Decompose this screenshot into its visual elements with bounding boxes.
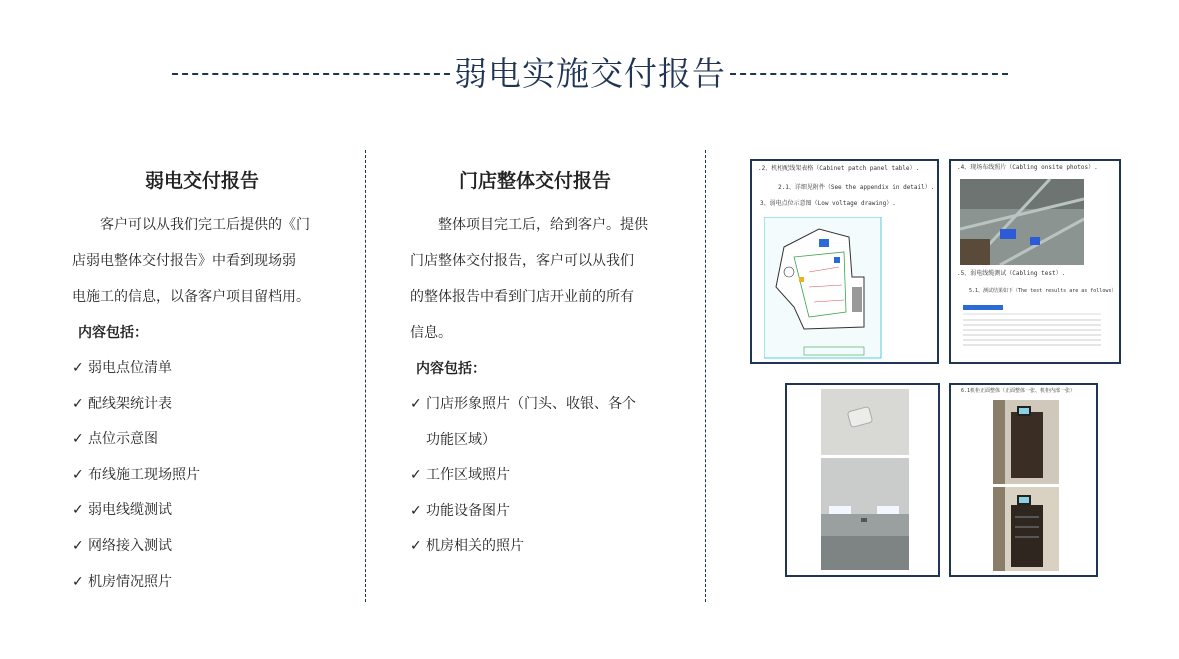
check-icon: ✓ xyxy=(72,573,84,590)
column-divider-2 xyxy=(705,150,706,602)
cabinet-front-photo xyxy=(993,400,1059,484)
description-line: 的整体报告中看到门店开业前的所有 xyxy=(410,289,634,305)
list-item-continuation xyxy=(410,423,660,459)
list-item-label: 配线架统计表 xyxy=(88,395,172,412)
list-item-label: 布线施工现场照片 xyxy=(88,466,200,483)
page-title: 弱电实施交付报告 xyxy=(454,53,726,93)
check-icon: ✓ xyxy=(72,431,84,448)
store-report-column xyxy=(410,166,660,565)
check-icon: ✓ xyxy=(72,360,84,376)
title-row xyxy=(172,46,1008,96)
check-icon: ✓ xyxy=(72,466,84,483)
list-item-label: 弱电线缆测试 xyxy=(88,502,172,519)
description xyxy=(410,207,660,351)
ceiling-lights-photo xyxy=(821,458,909,570)
list-item xyxy=(72,458,332,494)
report-thumbnail-server-room xyxy=(949,383,1098,577)
list-item xyxy=(410,529,660,565)
description-line: 店弱电整体交付报告》中看到现场弱 xyxy=(72,253,296,269)
weak-current-report-column xyxy=(72,166,332,600)
report-thumbnail-floorplan xyxy=(750,159,939,364)
list-item xyxy=(72,387,332,423)
title-dash-left xyxy=(172,73,450,75)
description-line: 电施工的信息，以备客户项目留档用。 xyxy=(72,289,310,305)
list-item xyxy=(72,529,332,565)
thumb-text: .4、现场布线照片（Cabling onsite photos）. xyxy=(957,164,1098,171)
thumb-text: .5、弱电线缆测试（Cabling test）. xyxy=(957,270,1066,277)
description xyxy=(72,207,332,315)
check-icon: ✓ xyxy=(72,502,84,519)
list-item-label: 弱电点位清单 xyxy=(88,360,172,376)
list-item xyxy=(72,565,332,601)
check-icon: ✓ xyxy=(410,538,422,555)
list-item-label: 功能设备图片 xyxy=(426,502,510,519)
list-item xyxy=(410,387,660,423)
thumb-text: 6.1机柜正面整体（正面整体一张、机柜内部一张） xyxy=(961,388,1076,394)
report-thumbnail-ceiling xyxy=(785,383,940,577)
cabling-photo xyxy=(960,179,1084,265)
content-list xyxy=(72,351,332,600)
check-icon: ✓ xyxy=(410,396,422,412)
list-item-label: 工作区域照片 xyxy=(426,467,510,484)
floor-plan-drawing xyxy=(764,217,882,359)
check-icon: ✓ xyxy=(72,395,84,412)
includes-label: 内容包括： xyxy=(78,325,148,341)
list-item xyxy=(410,494,660,530)
list-item xyxy=(72,422,332,458)
check-icon: ✓ xyxy=(410,502,422,519)
description-line: 整体项目完工后，给到客户。提供 xyxy=(438,217,648,233)
thumb-text: 2.1、详细见附件（See the appendix in detail）. xyxy=(778,184,935,191)
section-heading: 门店整体交付报告 xyxy=(458,170,611,192)
test-results-table xyxy=(963,305,1103,355)
ceiling-closeup-photo xyxy=(821,389,909,455)
title-dash-right xyxy=(730,73,1008,75)
column-divider-1 xyxy=(365,150,366,602)
report-thumbnail-cabling xyxy=(949,159,1121,364)
list-item-label: 机房情况照片 xyxy=(88,573,172,590)
list-item xyxy=(410,458,660,494)
description-line: 门店整体交付报告，客户可以从我们 xyxy=(410,253,634,269)
content-list xyxy=(410,387,660,565)
thumb-text: 5.1、测试结果如下（The test results are as follows） xyxy=(969,288,1117,294)
list-item xyxy=(72,351,332,387)
list-item-label: 机房相关的照片 xyxy=(426,538,524,555)
list-item-label: 门店形象照片（门头、收银、各个 xyxy=(426,396,636,412)
list-item xyxy=(72,493,332,529)
check-icon: ✓ xyxy=(72,537,84,554)
check-icon: ✓ xyxy=(410,467,422,484)
list-item-label: 功能区域） xyxy=(426,431,496,448)
thumb-text: .2、机柜配线架表格（Cabinet patch panel table）. xyxy=(758,165,920,172)
description-line: 信息。 xyxy=(410,325,452,341)
cabinet-inside-photo xyxy=(993,487,1059,571)
section-heading: 弱电交付报告 xyxy=(144,170,259,192)
thumb-text: 3、弱电点位示意图（Low voltage drawing）. xyxy=(760,200,896,207)
list-item-label: 网络接入测试 xyxy=(88,537,172,554)
includes-label: 内容包括： xyxy=(416,361,486,377)
list-item-label: 点位示意图 xyxy=(88,431,158,448)
description-line: 客户可以从我们完工后提供的《门 xyxy=(100,217,310,233)
